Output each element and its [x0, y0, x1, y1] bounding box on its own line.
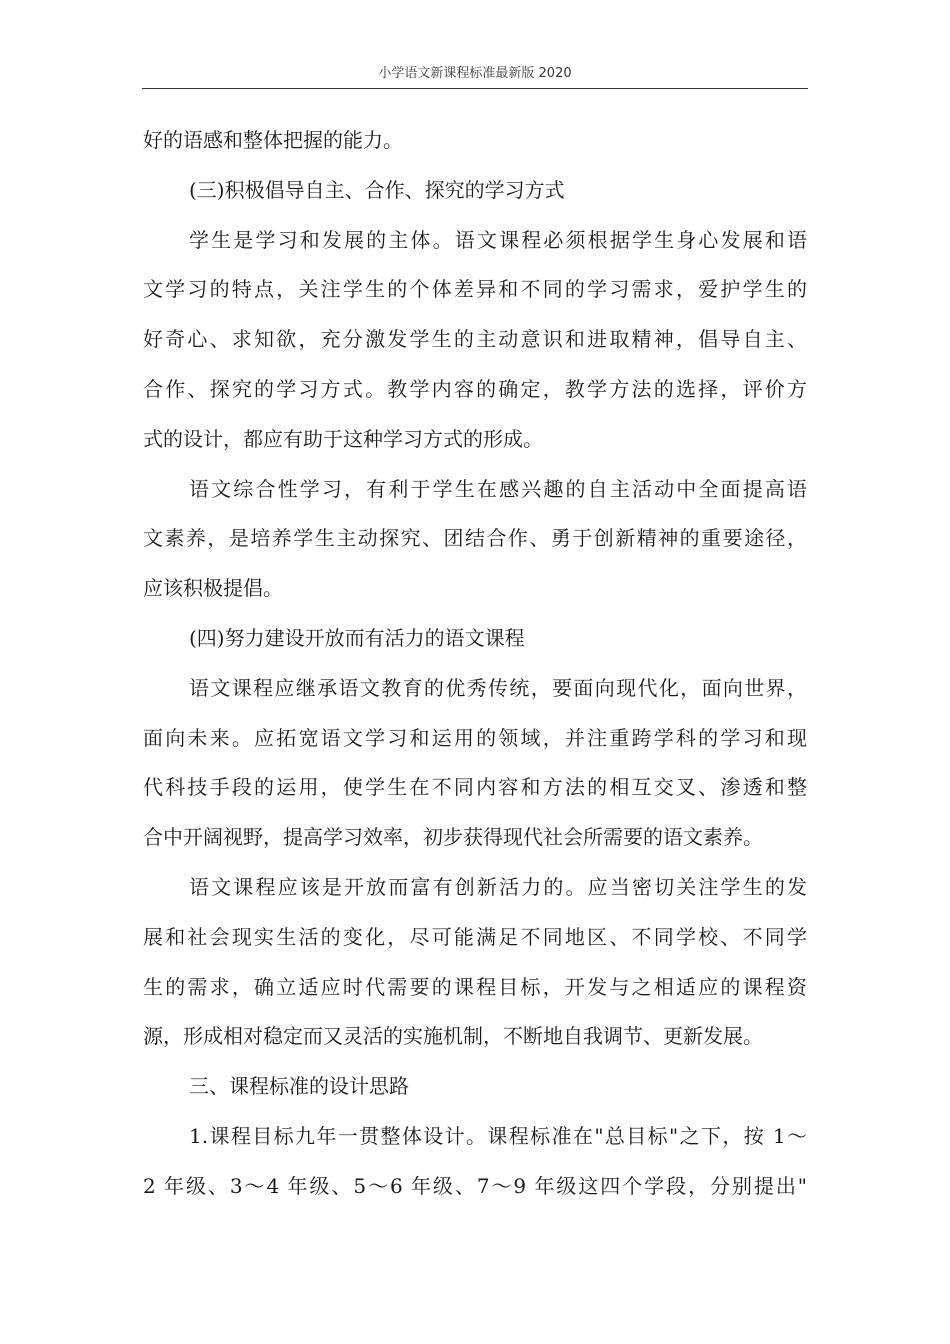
- header-divider: [142, 88, 808, 89]
- text-line: 文素养，是培养学生主动探究、团结合作、勇于创新精神的重要途径，: [143, 526, 807, 551]
- text-line: (三)积极倡导自主、合作、探究的学习方式: [189, 177, 565, 202]
- text-line: 文学习的特点，关注学生的个体差异和不同的学习需求，爱护学生的: [143, 277, 807, 302]
- text-line: 式的设计，都应有助于这种学习方式的形成。: [143, 426, 543, 451]
- text-line: 合作、探究的学习方式。教学内容的确定，教学方法的选择，评价方: [143, 376, 807, 401]
- document-body: [143, 116, 807, 1212]
- text-line: 语文课程应该是开放而富有创新活力的。应当密切关注学生的发: [189, 874, 807, 899]
- text-line: 1.课程目标九年一贯整体设计。课程标准在"总目标"之下，按 1～: [189, 1123, 807, 1148]
- text-line: 三、课程标准的设计思路: [189, 1074, 409, 1099]
- text-line: 代科技手段的运用，使学生在不同内容和方法的相互交叉、渗透和整: [143, 775, 807, 800]
- text-line: 学生是学习和发展的主体。语文课程必须根据学生身心发展和语: [189, 227, 807, 252]
- text-line: 2 年级、3～4 年级、5～6 年级、7～9 年级这四个学段，分别提出": [143, 1173, 807, 1198]
- text-line: 好的语感和整体把握的能力。: [143, 128, 403, 152]
- text-line: 语文课程应继承语文教育的优秀传统，要面向现代化，面向世界，: [189, 675, 807, 700]
- text-line: 好奇心、求知欲，充分激发学生的主动意识和进取精神，倡导自主、: [143, 327, 807, 352]
- text-line: 展和社会现实生活的变化，尽可能满足不同地区、不同学校、不同学: [143, 924, 807, 949]
- text-line: 合中开阔视野，提高学习效率，初步获得现代社会所需要的语文素养。: [143, 825, 763, 850]
- text-line: 面向未来。应拓宽语文学习和运用的领域，并注重跨学科的学习和现: [143, 725, 807, 750]
- text-line: 应该积极提倡。: [143, 576, 283, 601]
- text-line: 源，形成相对稳定而又灵活的实施机制，不断地自我调节、更新发展。: [143, 1024, 763, 1049]
- text-line: 语文综合性学习，有利于学生在感兴趣的自主活动中全面提高语: [189, 476, 807, 501]
- page-header: 小学语文新课程标准最新版 2020: [378, 66, 572, 81]
- text-line: 生的需求，确立适应时代需要的课程目标，开发与之相适应的课程资: [143, 974, 807, 999]
- text-line: (四)努力建设开放而有活力的语文课程: [189, 625, 525, 650]
